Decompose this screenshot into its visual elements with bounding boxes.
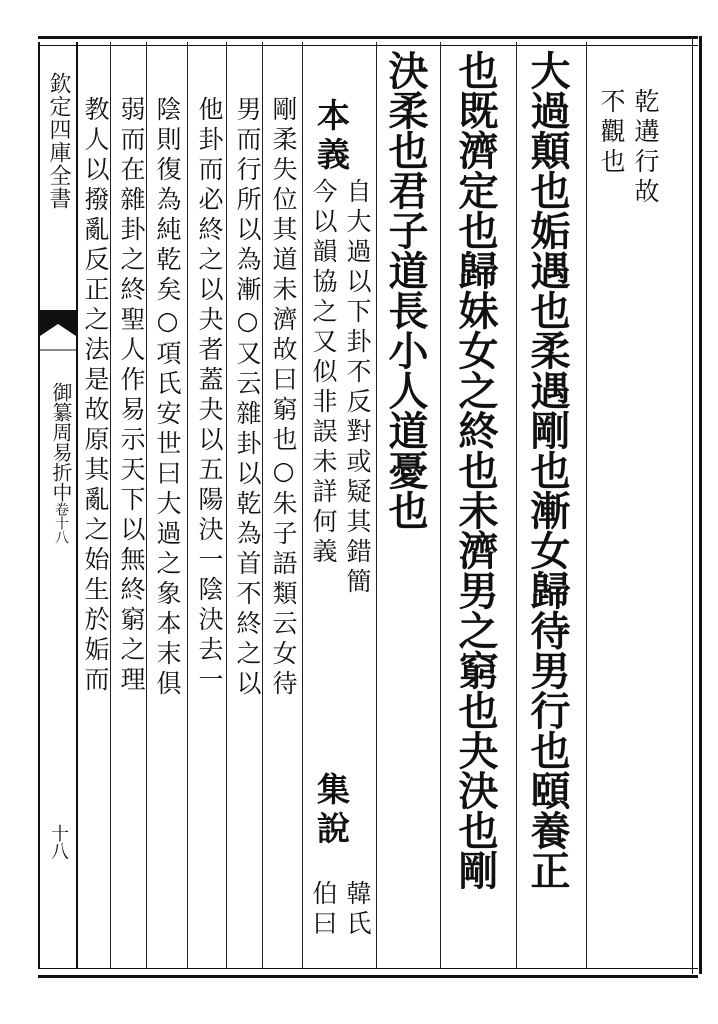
margin-page-number: 十八: [48, 824, 69, 860]
margin-book-title: [42, 382, 76, 544]
benyi-heading: 本義: [312, 98, 351, 176]
fishtail-mark: [40, 310, 76, 362]
commentary-column-7: 教人以撥亂反正之法是故原其亂之始生於姤而: [81, 96, 110, 696]
column-rule: [302, 42, 303, 968]
column-rule: [226, 42, 227, 968]
column-rule: [516, 42, 517, 968]
margin-section-text: 卷十八: [53, 502, 69, 544]
commentary-column-3: 男而行所以為漸○又云雜卦以乾為首不終之以: [233, 96, 262, 700]
commentary-column-4: 他卦而必終之以夬者蓋夬以五陽決一陰決去一: [195, 96, 224, 696]
margin-book-title-text: 御纂周易折中: [49, 382, 73, 502]
margin-collection-title: 欽定四庫全書: [46, 72, 71, 210]
commentary-column-2: 剛柔失位其道未濟故曰窮也○朱子語類云女待: [269, 96, 298, 700]
commentary-column-1c: 韓氏: [343, 880, 372, 940]
commentary-column-1a: 自大過以下卦不反對或疑其錯簡: [343, 178, 372, 598]
column-rule: [187, 42, 188, 968]
column-rule: [440, 42, 441, 968]
commentary-column-1b: 今以韻協之又似非誤未詳何義: [309, 178, 338, 568]
main-text-column-1: 大過顛也姤遇也柔遇剛也漸女歸待男行也頤養正: [524, 50, 571, 890]
column-rule: [586, 42, 587, 968]
frame-right-border: [692, 36, 702, 974]
commentary-column-6: 弱而在雜卦之終聖人作易示天下以無終窮之理: [117, 96, 146, 696]
text-column-2: 不觀也: [597, 88, 626, 178]
frame-bottom-border: [38, 968, 698, 978]
frame-top-border: [38, 36, 698, 46]
jishuo-heading: 集說: [312, 772, 351, 850]
main-text-column-3: 決柔也君子道長小人道憂也: [382, 50, 429, 530]
commentary-column-1d: 伯曰: [309, 880, 338, 940]
margin-column: [38, 42, 78, 968]
column-rule: [376, 42, 377, 968]
commentary-column-5: 陰則復為純乾矣○項氏安世曰大過之象本末俱: [153, 96, 182, 700]
main-text-column-2: 也既濟定也歸妹女之終也未濟男之窮也夬決也剛: [452, 50, 499, 890]
text-column-1: 乾遘行故: [631, 88, 660, 208]
